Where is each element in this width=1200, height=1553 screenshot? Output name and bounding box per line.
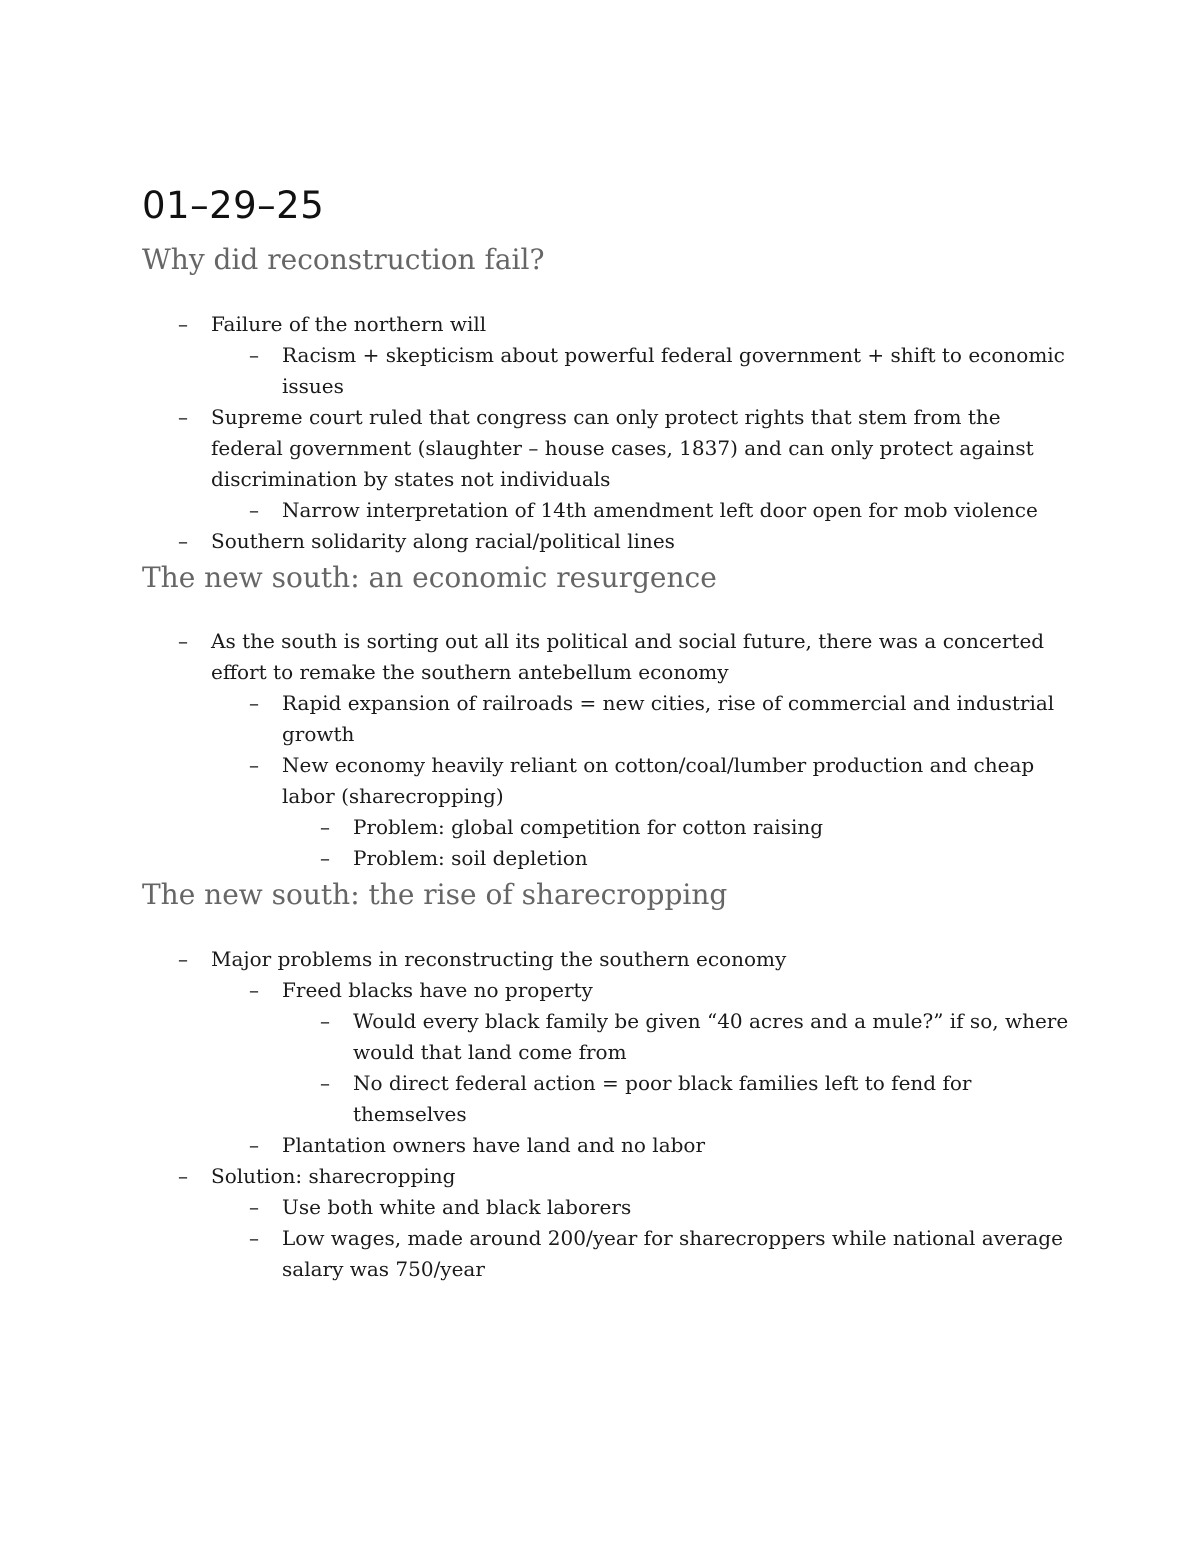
list-item — [249, 1192, 1072, 1223]
dash-bullet-icon: – — [249, 1226, 259, 1250]
bullet-list-economic-resurgence — [0, 626, 1073, 874]
dash-bullet-icon: – — [249, 753, 259, 777]
list-item — [249, 495, 1072, 526]
list-item-text: New economy heavily reliant on cotton/coal/lumber production and cheap labor (sharecropping) — [282, 753, 1035, 808]
dash-bullet-icon: – — [178, 312, 188, 336]
list-item — [178, 309, 1071, 340]
list-item-text: Use both white and black laborers — [282, 1195, 632, 1219]
dash-bullet-icon: – — [249, 691, 259, 715]
dash-bullet-icon: – — [249, 978, 259, 1002]
list-item — [178, 1161, 1071, 1192]
list-item-text: Freed blacks have no property — [282, 978, 593, 1002]
dash-bullet-icon: – — [178, 405, 188, 429]
dash-bullet-icon: – — [320, 1071, 330, 1095]
section-heading-sharecropping: The new south: the rise of sharecropping — [142, 878, 728, 911]
dash-bullet-icon: – — [320, 1009, 330, 1033]
list-item — [249, 975, 1072, 1006]
list-item-text: Rapid expansion of railroads = new cities, rise of commercial and industrial growth — [282, 691, 1055, 746]
list-item — [178, 526, 1071, 557]
list-item — [249, 688, 1072, 750]
list-item-text: Would every black family be given “40 acres and a mule?” if so, where would that land come from — [353, 1009, 1069, 1064]
dash-bullet-icon: – — [320, 846, 330, 870]
dash-bullet-icon: – — [249, 1133, 259, 1157]
list-item-text: Low wages, made around 200/year for sharecroppers while national average salary was 750/year — [282, 1226, 1063, 1281]
list-item-text: Plantation owners have land and no labor — [282, 1133, 706, 1157]
dash-bullet-icon: – — [178, 1164, 188, 1188]
list-item-text: Narrow interpretation of 14th amendment left door open for mob violence — [282, 498, 1038, 522]
list-item — [249, 1223, 1072, 1285]
list-item-text: Problem: global competition for cotton raising — [353, 815, 824, 839]
list-item — [178, 402, 1071, 495]
dash-bullet-icon: – — [178, 629, 188, 653]
dash-bullet-icon: – — [178, 529, 188, 553]
list-item — [320, 812, 1073, 843]
list-item — [320, 843, 1073, 874]
list-item-text: Solution: sharecropping — [211, 1164, 456, 1188]
list-item — [249, 1130, 1072, 1161]
dash-bullet-icon: – — [320, 815, 330, 839]
list-item-text: Racism + skepticism about powerful federal government + shift to economic issues — [282, 343, 1065, 398]
list-item-text: Southern solidarity along racial/political lines — [211, 529, 675, 553]
dash-bullet-icon: – — [249, 498, 259, 522]
section-heading-economic-resurgence: The new south: an economic resurgence — [142, 561, 717, 594]
list-item-text: Supreme court ruled that congress can only protect rights that stem from the federal government (slaughter – house cases, 1837) and can only protect against discrimination by states not individuals — [211, 405, 1034, 491]
list-item — [249, 340, 1072, 402]
dash-bullet-icon: – — [249, 1195, 259, 1219]
list-item — [249, 750, 1072, 812]
bullet-list-sharecropping — [0, 944, 1073, 1285]
section-heading-reconstruction-failure: Why did reconstruction fail? — [142, 243, 545, 276]
list-item-text: As the south is sorting out all its political and social future, there was a concerted effort to remake the southern antebellum economy — [211, 629, 1045, 684]
list-item-text: Major problems in reconstructing the southern economy — [211, 947, 787, 971]
list-item-text: Problem: soil depletion — [353, 846, 588, 870]
dash-bullet-icon: – — [249, 343, 259, 367]
bullet-list-reconstruction-failure — [0, 309, 1072, 557]
list-item-text: Failure of the northern will — [211, 312, 487, 336]
list-item — [178, 626, 1071, 688]
list-item — [320, 1068, 1073, 1130]
list-item-text: No direct federal action = poor black families left to fend for themselves — [353, 1071, 972, 1126]
dash-bullet-icon: – — [178, 947, 188, 971]
list-item — [320, 1006, 1073, 1068]
list-item — [178, 944, 1071, 975]
date-title: 01–29–25 — [142, 184, 325, 227]
